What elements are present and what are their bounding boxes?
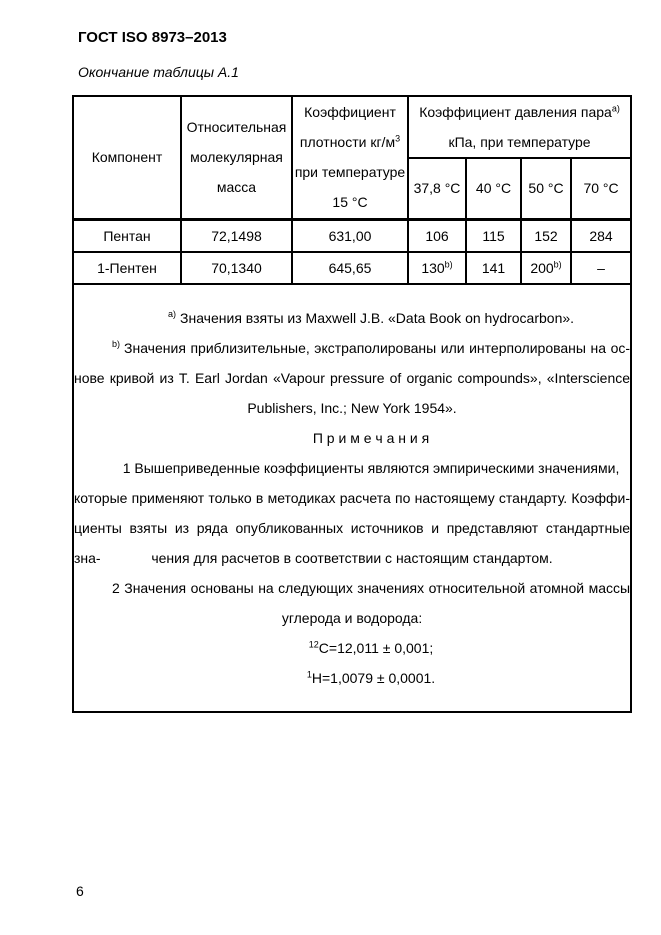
hydrogen-isotope-superscript: 1 — [306, 668, 312, 679]
molar-mass-line: Относительная — [186, 119, 287, 136]
note1-line: циенты взяты из ряда опубликованных источников и представляют стандартные зна- — [74, 519, 631, 566]
cell-vapor-70: – — [571, 252, 631, 284]
atomic-mass-carbon: $^{12}$С=12,011 ± 0,001; — [308, 638, 434, 656]
note2-line: 2 Значения основаны на следующих значениях относительной атомной массы — [112, 579, 631, 596]
col-header-density — [292, 96, 408, 219]
cell-vapor-50: 152 — [521, 219, 571, 252]
cell-density: 631,00 — [292, 219, 408, 252]
note2-line: углерода и водорода: — [281, 609, 423, 626]
footnote-b-marker: b) — [112, 338, 121, 349]
vapor-line: Коэффициент давления пара$^{а)}$ — [419, 103, 620, 120]
doc-header: ГОСТ ISO 8973–2013 — [78, 29, 227, 46]
page-number: 6 — [76, 883, 84, 899]
footnote-a-marker: а) — [168, 308, 177, 319]
cell-molar-mass: 72,1498 — [181, 219, 292, 252]
cell-component: Пентан — [73, 219, 181, 252]
cell-component: 1-Пентен — [73, 252, 181, 284]
footnote-a — [74, 303, 630, 333]
col-header-temp-70: 70 °С — [571, 158, 631, 219]
cell-vapor-70: 284 — [571, 219, 631, 252]
carbon-isotope-superscript: 12 — [308, 638, 319, 649]
col-header-temp-50: 50 °С — [521, 158, 571, 219]
density-line: Коэффициент — [304, 104, 396, 121]
header-row-top — [73, 96, 631, 158]
cell-molar-mass: 70,1340 — [181, 252, 292, 284]
cell-vapor-50: 200$^{b)}$ — [521, 252, 571, 284]
cell-vapor-37-8: 130$^{b)}$ — [408, 252, 466, 284]
note1-line: которые применяют только в методиках расчета по настоящему стандарту. Коэффи- — [74, 489, 631, 506]
col-header-component — [73, 96, 181, 219]
cell-vapor-40: 141 — [466, 252, 521, 284]
footnote-b-line: нове кривой из T. Earl Jordan «Vapour pressure of organic compounds», «Interscience — [74, 369, 631, 386]
col-header-temp-40: 40 °С — [466, 158, 521, 219]
density-line: при температуре — [294, 164, 406, 181]
atomic-mass-hydrogen: $^1$Н=1,0079 ± 0,0001. — [306, 668, 436, 686]
table-caption: Окончание таблицы А.1 — [78, 64, 239, 80]
table-row-pentane — [73, 219, 631, 252]
footnote-b-line: $^{b)}$ Значения приблизительные, экстраполированы или интерполированы на ос- — [112, 338, 631, 356]
note1-line: чения для расчетов в соответствии с настоящим стандартом. — [151, 549, 553, 566]
density-line: плотности кг/м$^3$ — [299, 133, 401, 151]
notes-cell — [73, 284, 631, 712]
col-header-component-label: Компонент — [91, 149, 163, 166]
table-row-pentene — [73, 252, 631, 284]
molar-mass-line: молекулярная — [190, 149, 283, 166]
cell-footnote-marker: b) — [444, 258, 453, 269]
cell-vapor-37-8: 106 — [408, 219, 466, 252]
molar-mass-line: масса — [216, 179, 257, 196]
density-superscript: 3 — [395, 133, 401, 144]
cell-vapor-40: 115 — [466, 219, 521, 252]
col-header-molar-mass — [181, 96, 292, 219]
note1-line: 1 Вышеприведенные коэффициенты являются эмпирическими значениями, — [122, 459, 620, 476]
cell-footnote-marker: b) — [553, 258, 562, 269]
vapor-line: кПа, при температуре — [448, 134, 591, 150]
footnote-b-line: Publishers, Inc.; New York 1954». — [247, 399, 457, 416]
table-a1 — [72, 95, 632, 713]
col-header-temp-37-8: 37,8 °С — [408, 158, 466, 219]
col-header-vapor-pressure — [408, 96, 631, 158]
notes-title: П р и м е ч а н и я — [312, 429, 430, 446]
cell-density: 645,65 — [292, 252, 408, 284]
density-line: 15 °С — [332, 194, 368, 211]
notes-row — [73, 284, 631, 712]
vapor-footnote-marker: а) — [611, 103, 620, 114]
footnote-a-text: Значения взяты из Maxwell J.B. «Data Book on hydrocarbon». — [180, 309, 575, 326]
